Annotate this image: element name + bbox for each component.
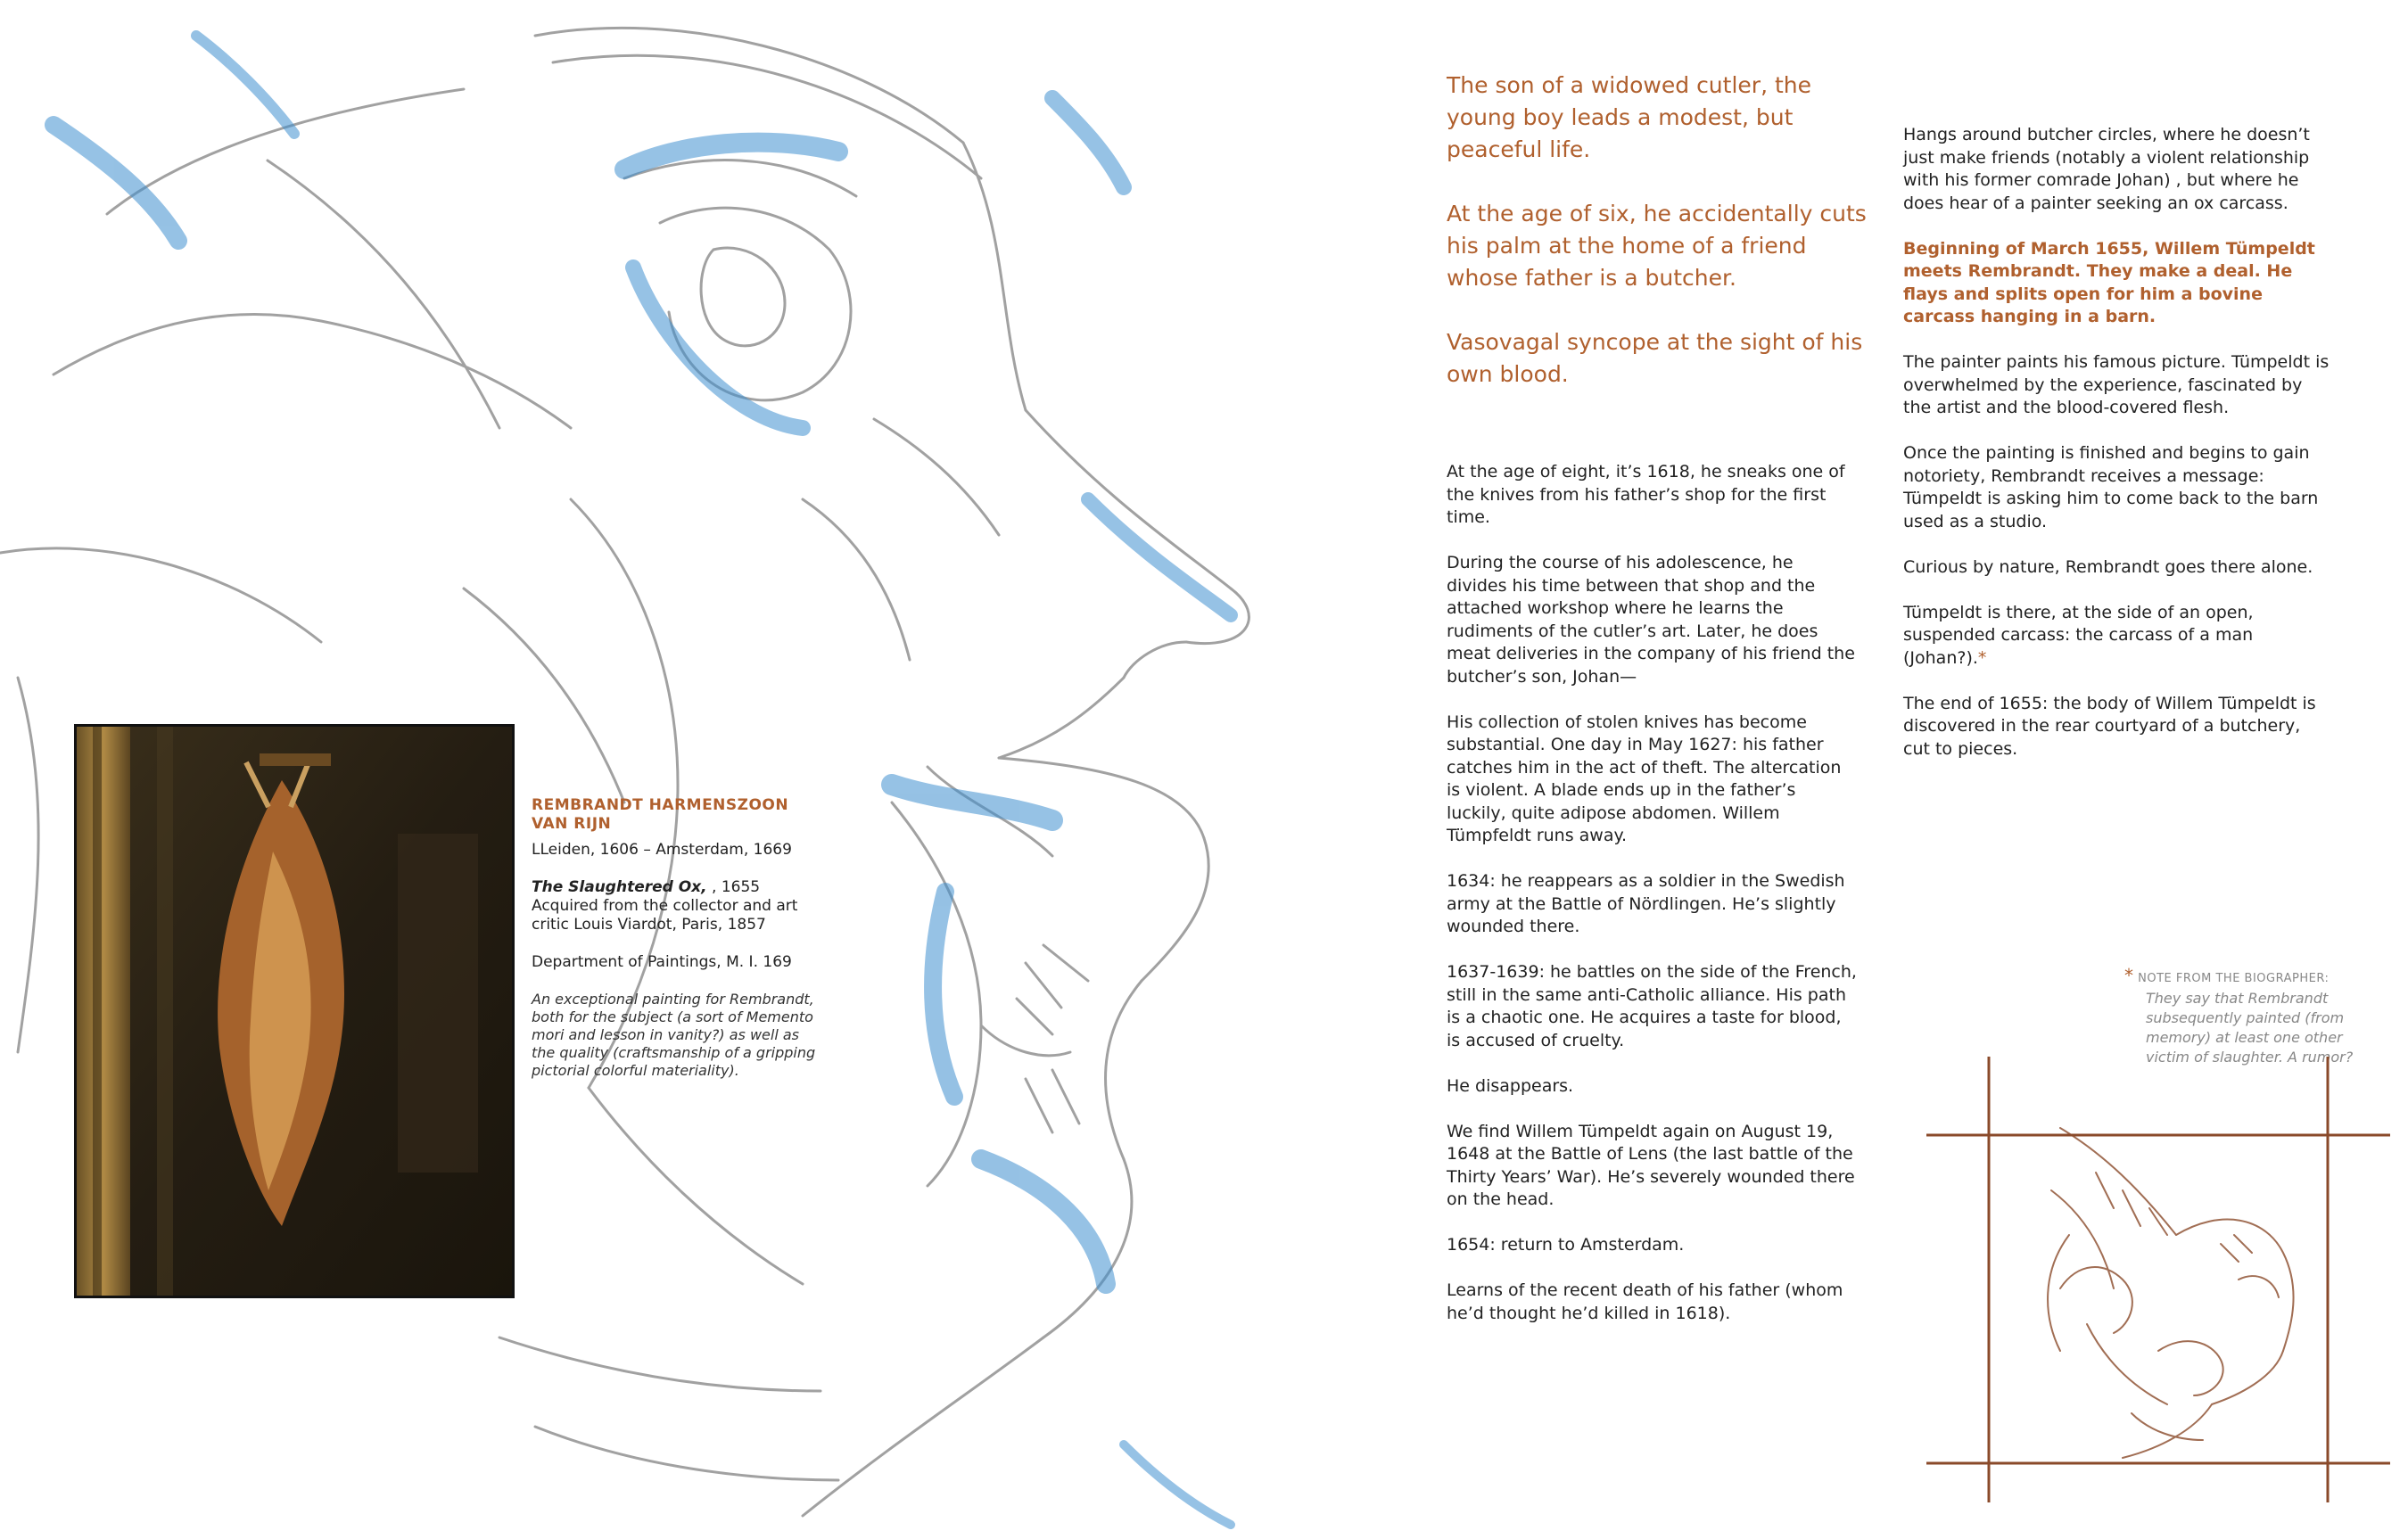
painting-year: , 1655: [706, 878, 761, 896]
bio-paragraph: The painter paints his famous picture. Tümpeldt is overwhelmed by the experience, fascinated by the artist and the blood-covered flesh.: [1903, 352, 2330, 417]
acquisition-note: Acquired from the collector and art critic Louis Viardot, Paris, 1857: [532, 897, 798, 934]
painting-title-block: [532, 878, 826, 897]
bio-paragraph: The end of 1655: the body of Willem Tümpeldt is discovered in the rear courtyard of a butchery, cut to pieces.: [1903, 693, 2316, 759]
biographer-note: [2124, 966, 2365, 1067]
bio-paragraph: 1654: return to Amsterdam.: [1447, 1235, 1685, 1255]
note-text: They say that Rembrandt subsequently painted (from memory) at least one other victim of slaughter. A rumor?: [2146, 990, 2354, 1066]
painting-photo-slaughtered-ox: [74, 724, 515, 1298]
note-label-row: [2124, 966, 2365, 989]
note-marker: *: [2124, 965, 2134, 986]
lead-text: [1447, 70, 1875, 423]
bio-paragraph: Curious by nature, Rembrandt goes there alone.: [1903, 556, 2313, 577]
department-note: Department of Paintings, M. I. 169: [532, 953, 792, 971]
bio-paragraph: We find Willem Tümpeldt again on August 19, 1648 at the Battle of Lens (the last battle of the Thirty Years’ War). He’s severely wounded there on the head.: [1447, 1121, 1855, 1209]
biography-column-right: [1903, 124, 2331, 784]
bio-paragraph-highlight: Beginning of March 1655, Willem Tümpeldt meets Rembrandt. They make a deal. He flays and splits open for him a bovine carcass hanging in a barn.: [1903, 238, 2315, 326]
bio-paragraph: During the course of his adolescence, he divides his time between that shop and the attached workshop where he learns the rudiments of the cutler’s art. Later, he does meat deliveries in the company of his friend the butcher’s son, Johan—: [1447, 553, 1855, 687]
note-reference-marker: *: [1977, 647, 1987, 668]
bio-paragraph-with-note: [1903, 602, 2331, 671]
bio-paragraph: His collection of stolen knives has become substantial. One day in May 1627: his father catches him in the act of theft. The altercation is violent. A blade ends up in the father’s luckily, quite adipose abdomen. Willem Tümpfeldt runs away.: [1447, 712, 1842, 845]
bio-paragraph: He disappears.: [1447, 1075, 1574, 1096]
painting-caption: [532, 796, 826, 1099]
painting-title: The Slaughtered Ox,: [532, 878, 707, 896]
artist-name: REMBRANDT HARMENSZOON VAN RIJN: [532, 796, 789, 833]
bio-paragraph-text: Tümpeldt is there, at the side of an open, suspended carcass: the carcass of a man (Johan?).: [1903, 602, 2254, 668]
lead-paragraph: At the age of six, he accidentally cuts his palm at the home of a friend whose father is a butcher.: [1447, 201, 1867, 291]
artist-life: LLeiden, 1606 – Amsterdam, 1669: [532, 841, 792, 859]
bio-paragraph: 1637-1639: he battles on the side of the French, still in the same anti-Catholic alliance. His path is a chaotic one. He acquires a taste for blood, is accused of cruelty.: [1447, 962, 1857, 1050]
sepia-head-sketch: [1926, 1057, 2390, 1502]
bio-paragraph: Learns of the recent death of his father (whom he’d thought he’d killed in 1618).: [1447, 1280, 1843, 1323]
bio-paragraph: Once the painting is finished and begins to gain notoriety, Rembrandt receives a message: Tümpeldt is asking him to come back to the barn used as a studio.: [1903, 443, 2319, 531]
lead-paragraph: The son of a widowed cutler, the young boy leads a modest, but peaceful life.: [1447, 72, 1811, 162]
painting-description: An exceptional painting for Rembrandt, both for the subject (a sort of Memento mori and lesson in vanity?) as well as the quality (craftsmanship of a gripping pictorial colorful materiality).: [532, 991, 816, 1079]
note-label: NOTE FROM THE BIOGRAPHER:: [2138, 972, 2330, 985]
biography-column-left: [1447, 461, 1857, 1348]
slaughtered-ox-image: [77, 727, 512, 1296]
bio-paragraph: 1634: he reappears as a soldier in the Swedish army at the Battle of Nördlingen. He’s slightly wounded there.: [1447, 871, 1845, 936]
lead-paragraph: Vasovagal syncope at the sight of his own blood.: [1447, 329, 1863, 387]
bio-paragraph: Hangs around butcher circles, where he doesn’t just make friends (notably a violent relationship with his former comrade Johan) , but where he does hear of a painter seeking an ox carcass.: [1903, 125, 2310, 213]
bio-paragraph: At the age of eight, it’s 1618, he sneaks one of the knives from his father’s shop for the first time.: [1447, 462, 1845, 527]
